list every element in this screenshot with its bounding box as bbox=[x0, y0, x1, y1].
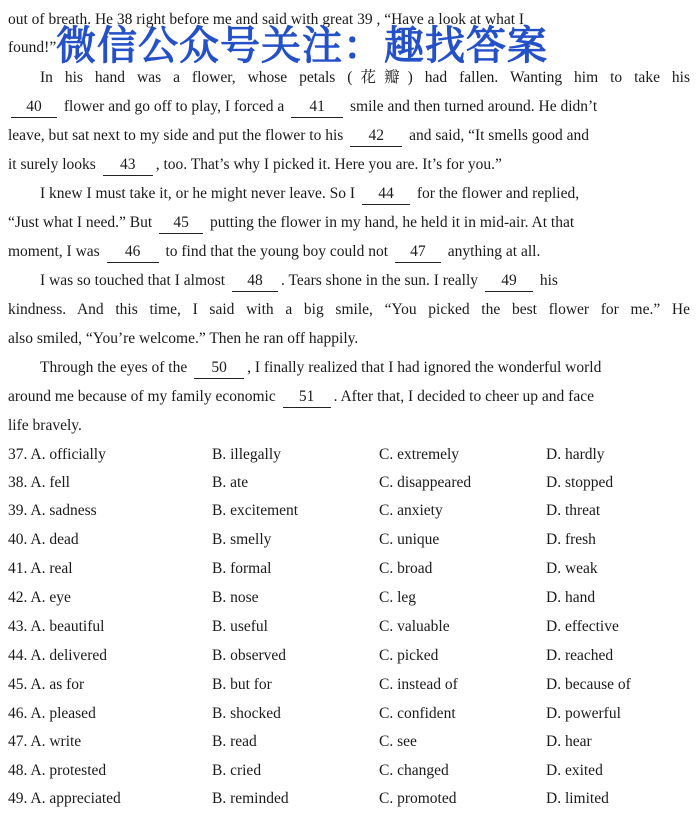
passage-line-15: life bravely. bbox=[8, 417, 82, 434]
blank-50: 50 bbox=[194, 358, 244, 379]
option-c: C. valuable bbox=[379, 618, 450, 635]
option-b: B. formal bbox=[212, 560, 272, 577]
passage-line-10 bbox=[40, 267, 690, 295]
option-c: C. unique bbox=[379, 531, 440, 548]
option-c: C. confident bbox=[379, 705, 456, 722]
passage-line-8 bbox=[8, 209, 690, 237]
option-c: C. extremely bbox=[379, 446, 460, 463]
option-c: C. promoted bbox=[379, 790, 457, 807]
option-a: 41. A. real bbox=[8, 560, 73, 577]
option-b: B. shocked bbox=[212, 705, 281, 722]
line-text: I was so touched that I almost bbox=[40, 272, 229, 289]
passage-line-2: found!” bbox=[8, 39, 57, 56]
option-c: C. leg bbox=[379, 589, 417, 606]
watermark-text: 微信公众号关注：趣找答案 bbox=[56, 23, 548, 69]
option-b: B. smelly bbox=[212, 531, 272, 548]
option-a: 43. A. beautiful bbox=[8, 618, 105, 635]
option-a: 44. A. delivered bbox=[8, 647, 108, 664]
blank-41: 41 bbox=[291, 97, 343, 118]
option-b: B. nose bbox=[212, 589, 259, 606]
option-b: B. excitement bbox=[212, 502, 299, 519]
line-text: moment, I was bbox=[8, 243, 104, 260]
option-d: D. effective bbox=[546, 618, 619, 635]
blank-42: 42 bbox=[350, 126, 402, 147]
option-b: B. useful bbox=[212, 618, 268, 635]
line-text: his bbox=[535, 272, 558, 289]
line-text: . Tears shone in the sun. I really bbox=[280, 272, 482, 289]
option-d: D. limited bbox=[546, 790, 609, 807]
passage-line-6 bbox=[8, 151, 690, 179]
option-d: D. hear bbox=[546, 733, 592, 750]
blank-46: 46 bbox=[107, 242, 159, 263]
line-text: it surely looks bbox=[8, 156, 100, 173]
option-b: B. ate bbox=[212, 474, 249, 491]
passage-line-13 bbox=[40, 354, 690, 382]
passage-line-3: In his hand was a flower, whose petals (花瓣) had fallen. Wanting him to take his bbox=[40, 69, 690, 86]
line-text: and said, “It smells good and bbox=[405, 127, 590, 144]
option-b: B. reminded bbox=[212, 790, 289, 807]
option-c: C. picked bbox=[379, 647, 439, 664]
option-c: C. instead of bbox=[379, 676, 458, 693]
line-text: “Just what I need.” But bbox=[8, 214, 157, 231]
option-c: C. changed bbox=[379, 762, 449, 779]
line-text: , too. That’s why I picked it. Here you are. It’s for you.” bbox=[155, 156, 502, 173]
option-d: D. reached bbox=[546, 647, 614, 664]
option-d: D. because of bbox=[546, 676, 631, 693]
passage-line-12: also smiled, “You’re welcome.” Then he ran off happily. bbox=[8, 330, 359, 347]
option-d: D. fresh bbox=[546, 531, 596, 548]
passage-line-5 bbox=[8, 122, 690, 150]
option-b: B. cried bbox=[212, 762, 262, 779]
option-b: B. illegally bbox=[212, 446, 281, 463]
line-text: flower and go off to play, I forced a bbox=[60, 98, 289, 115]
option-d: D. hardly bbox=[546, 446, 605, 463]
option-c: C. anxiety bbox=[379, 502, 443, 519]
line-text: , I finally realized that I had ignored the wonderful world bbox=[247, 359, 602, 376]
option-a: 46. A. pleased bbox=[8, 705, 96, 722]
line-text: I knew I must take it, or he might never leave. So I bbox=[40, 185, 359, 202]
option-a: 48. A. protested bbox=[8, 762, 107, 779]
option-a: 38. A. fell bbox=[8, 474, 70, 491]
blank-44: 44 bbox=[362, 184, 410, 205]
option-a: 37. A. officially bbox=[8, 446, 106, 463]
option-a: 40. A. dead bbox=[8, 531, 79, 548]
option-a: 39. A. sadness bbox=[8, 502, 97, 519]
line-text: anything at all. bbox=[443, 243, 541, 260]
blank-49: 49 bbox=[485, 271, 533, 292]
option-d: D. powerful bbox=[546, 705, 621, 722]
option-c: C. disappeared bbox=[379, 474, 472, 491]
option-d: D. threat bbox=[546, 502, 601, 519]
option-b: B. read bbox=[212, 733, 257, 750]
option-b: B. observed bbox=[212, 647, 287, 664]
passage-line-4 bbox=[8, 93, 690, 121]
passage-line-7 bbox=[40, 180, 690, 208]
line-text: Through the eyes of the bbox=[40, 359, 192, 376]
option-d: D. hand bbox=[546, 589, 596, 606]
line-text: smile and then turned around. He didn’t bbox=[346, 98, 598, 115]
option-d: D. stopped bbox=[546, 474, 614, 491]
line-text: for the flower and replied, bbox=[412, 185, 580, 202]
option-a: 47. A. write bbox=[8, 733, 82, 750]
line-text: leave, but sat next to my side and put the flower to his bbox=[8, 127, 348, 144]
option-b: B. but for bbox=[212, 676, 272, 693]
option-c: C. see bbox=[379, 733, 417, 750]
option-d: D. weak bbox=[546, 560, 598, 577]
option-a: 45. A. as for bbox=[8, 676, 85, 693]
line-text: . After that, I decided to cheer up and face bbox=[333, 388, 594, 405]
blank-51: 51 bbox=[283, 387, 331, 408]
blank-47: 47 bbox=[395, 242, 441, 263]
line-text: to find that the young boy could not bbox=[161, 243, 392, 260]
passage-line-9 bbox=[8, 238, 690, 266]
blank-43: 43 bbox=[103, 155, 153, 176]
option-a: 42. A. eye bbox=[8, 589, 71, 606]
option-a: 49. A. appreciated bbox=[8, 790, 121, 807]
passage-line-14 bbox=[8, 383, 690, 411]
option-c: C. broad bbox=[379, 560, 433, 577]
blank-45: 45 bbox=[159, 213, 203, 234]
blank-40: 40 bbox=[11, 97, 57, 118]
line-text: putting the flower in my hand, he held it in mid-air. At that bbox=[206, 214, 575, 231]
blank-48: 48 bbox=[232, 271, 278, 292]
option-d: D. exited bbox=[546, 762, 603, 779]
passage-line-11: kindness. And this time, I said with a big smile, “You picked the best flower for me.” He bbox=[8, 301, 690, 318]
passage-line-1: out of breath. He 38 right before me and said with great 39 , “Have a look at what I bbox=[8, 11, 525, 28]
line-text: around me because of my family economic bbox=[8, 388, 280, 405]
